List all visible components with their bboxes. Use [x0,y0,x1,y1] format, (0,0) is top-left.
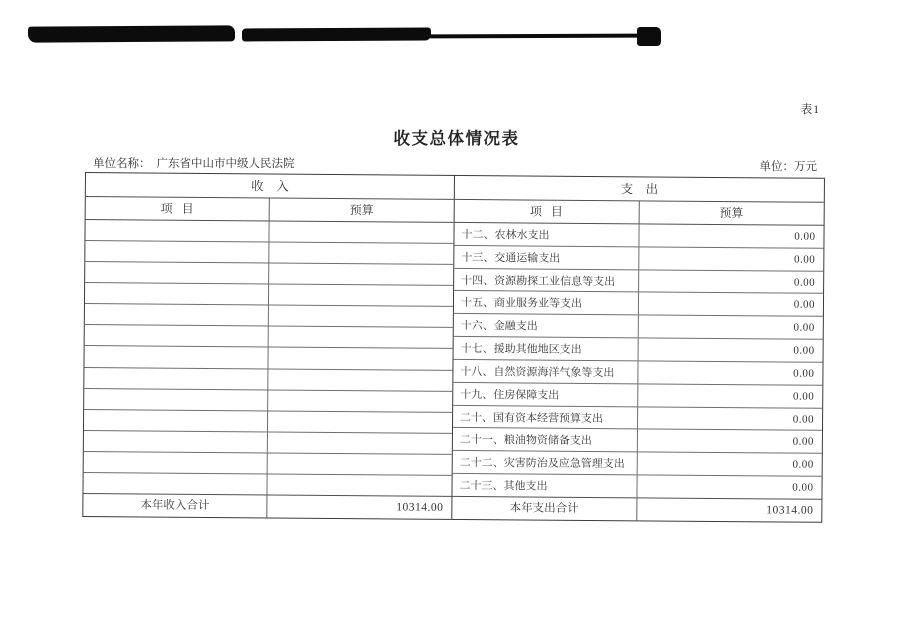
income-empty-item-cell [85,262,269,284]
income-empty-budget-cell [269,327,453,349]
unit-name-value: 广东省中山市中级人民法院 [156,158,295,170]
expenditure-item-label: 十五、商业服务业等支出 [454,291,639,314]
income-empty-item-cell [84,346,268,368]
income-column-headers [86,197,454,223]
redaction-mark [28,25,235,42]
income-section [83,173,455,519]
income-empty-row [84,389,452,413]
expenditure-rows [452,223,823,499]
expenditure-row [454,269,823,295]
expenditure-item-value: 0.00 [793,367,815,380]
income-empty-item-cell [85,241,269,263]
budget-table [82,172,825,523]
income-empty-row [85,283,453,307]
expenditure-item-value: 0.00 [794,230,816,243]
expenditure-item-label: 二十二、灾害防治及应急管理支出 [453,451,638,474]
expenditure-item-label: 十八、自然资源海洋气象等支出 [453,360,638,383]
income-empty-budget-cell [268,390,452,412]
redaction-mark [637,27,661,46]
expenditure-row [454,291,823,317]
income-empty-budget-cell [268,411,452,433]
income-empty-item-cell [85,304,269,326]
income-item-column-header: 项 目 [86,197,270,220]
expenditure-total-label: 本年支出合计 [452,497,637,520]
expenditure-row [454,223,823,249]
income-total-row [83,493,451,519]
expenditure-section [452,176,824,522]
income-empty-budget-cell [269,306,453,328]
income-empty-budget-cell [268,369,452,391]
income-empty-row [84,368,452,392]
expenditure-item-column-header: 项 目 [455,200,640,223]
income-empty-item-cell [85,283,269,305]
income-section-header: 收 入 [86,173,454,200]
income-empty-row [85,325,453,349]
income-total-value: 10314.00 [396,501,444,514]
income-empty-budget-cell [268,348,452,370]
page-title: 收支总体情况表 [393,129,520,148]
income-total-label: 本年收入合计 [83,494,267,517]
expenditure-item-value: 0.00 [793,276,816,289]
redaction-line [429,34,640,39]
expenditure-item-value: 0.00 [792,413,815,426]
expenditure-item-label: 二十、国有资本经营预算支出 [453,406,638,429]
unit-of-measure: 单位：万元 [759,161,817,173]
expenditure-item-label: 二十一、粮油物资储备支出 [453,428,638,451]
income-empty-row [85,304,453,328]
income-empty-budget-cell [269,243,453,265]
expenditure-budget-column-header: 预算 [719,205,744,221]
expenditure-item-value: 0.00 [793,321,815,334]
income-empty-budget-cell [268,432,452,454]
income-empty-item-cell [83,473,267,495]
expenditure-item-label: 二十三、其他支出 [452,474,637,497]
expenditure-item-label: 十七、援助其他地区支出 [454,337,639,360]
expenditure-row [453,406,822,432]
income-empty-row [85,220,453,244]
income-budget-column-header: 预算 [349,203,374,218]
income-empty-row [84,410,452,434]
income-empty-item-cell [84,368,268,390]
income-empty-item-cell [85,325,269,347]
income-rows [83,220,453,496]
expenditure-section-header: 支 出 [455,176,824,203]
income-empty-budget-cell [268,453,452,475]
expenditure-item-label: 十四、资源勘探工业信息等支出 [454,269,639,292]
expenditure-item-value: 0.00 [792,390,815,403]
expenditure-item-value: 0.00 [793,298,816,312]
expenditure-item-value: 0.00 [793,344,815,357]
expenditure-item-label: 十六、金融支出 [454,314,639,337]
unit-name-line [93,155,295,171]
expenditure-total-row [452,496,821,522]
expenditure-item-label: 十九、住房保障支出 [453,383,638,406]
redaction-mark [242,28,431,42]
income-empty-row [85,241,453,265]
income-empty-row [84,346,452,370]
expenditure-row [454,246,823,272]
expenditure-item-label: 十二、农林水支出 [454,223,639,246]
expenditure-row [454,314,823,340]
income-empty-row [84,431,452,455]
income-empty-budget-cell [269,221,453,243]
expenditure-total-value: 10314.00 [766,504,814,517]
unit-name-label: 单位名称： [93,158,151,170]
expenditure-item-value: 0.00 [792,481,814,494]
income-empty-item-cell [84,389,268,411]
income-empty-item-cell [85,220,269,242]
income-empty-budget-cell [269,264,453,286]
sheet-number: 表1 [800,104,820,116]
expenditure-column-headers [455,200,824,226]
expenditure-item-value: 0.00 [794,253,816,266]
income-empty-item-cell [84,452,268,474]
expenditure-row [453,360,822,386]
income-empty-budget-cell [269,285,453,307]
income-empty-item-cell [84,410,268,432]
expenditure-item-value: 0.00 [792,458,814,471]
expenditure-row [453,451,822,477]
expenditure-item-value: 0.00 [792,435,814,449]
expenditure-row [454,337,823,363]
income-empty-row [84,452,452,476]
expenditure-row [453,383,822,409]
income-empty-budget-cell [267,474,451,496]
expenditure-row [452,474,821,499]
income-empty-item-cell [84,431,268,453]
expenditure-item-label: 十三、交通运输支出 [454,246,639,269]
expenditure-row [453,428,822,454]
income-empty-row [85,262,453,286]
